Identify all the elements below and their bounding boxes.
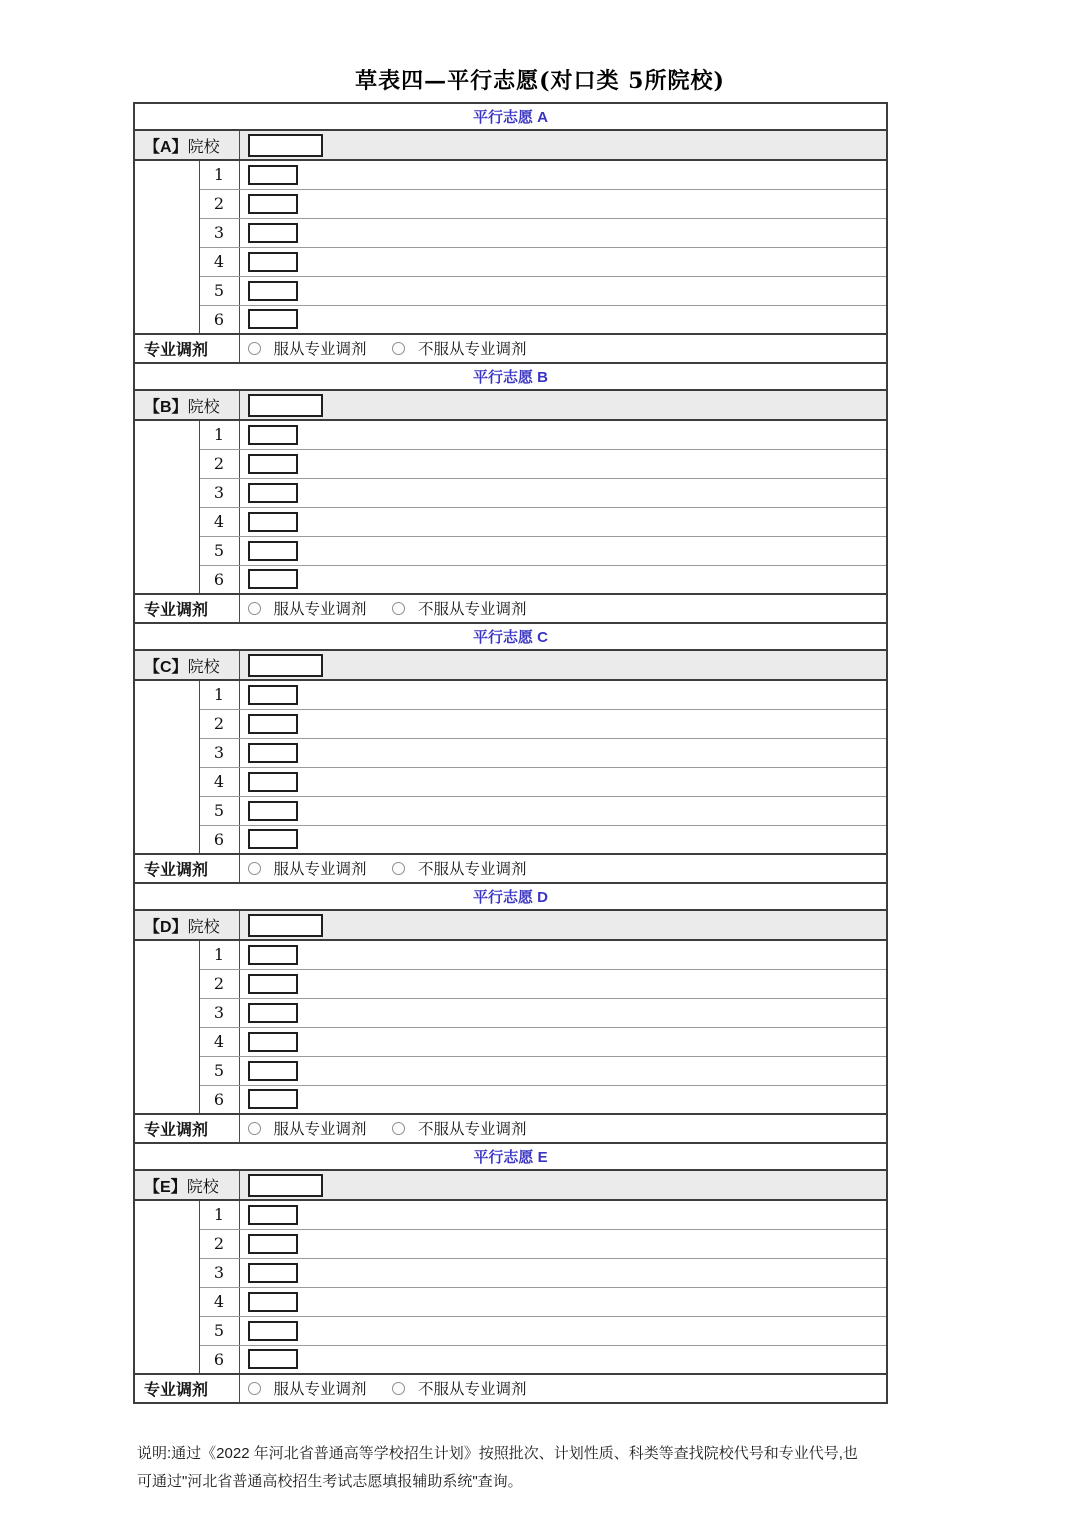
major-code-input-1[interactable] [248,1205,298,1225]
major-row [134,940,887,969]
major-number: 1 [199,940,239,969]
major-number: 1 [199,420,239,449]
major-number: 2 [199,709,239,738]
major-row [134,1316,887,1345]
section-header-row [134,363,887,390]
college-code-input[interactable] [248,914,323,937]
major-code-input-6[interactable] [248,569,298,589]
major-code-input-1[interactable] [248,165,298,185]
major-input-cell [239,507,887,536]
major-number: 2 [199,1229,239,1258]
major-number: 3 [199,218,239,247]
adjustment-row [134,594,887,623]
not-obey-adjustment-label: 不服从专业调剂 [417,861,527,879]
major-row [134,825,887,854]
college-code-input[interactable] [248,394,323,417]
major-code-input-2[interactable] [248,974,298,994]
major-number: 3 [199,1258,239,1287]
college-letter-bracket: 【D】 [144,918,188,936]
major-row [134,1345,887,1374]
major-row [134,160,887,189]
radio-unchecked-icon[interactable] [248,342,261,355]
major-number: 6 [199,1345,239,1374]
major-input-cell [239,1229,887,1258]
college-row [134,1170,887,1200]
major-code-input-5[interactable] [248,1061,298,1081]
obey-adjustment-option[interactable] [248,597,367,619]
major-number: 6 [199,565,239,594]
section-header: 平行志愿 B [134,363,887,390]
preference-section-D [134,883,887,1143]
major-number: 2 [199,449,239,478]
major-code-input-6[interactable] [248,309,298,329]
major-row [134,189,887,218]
not-obey-adjustment-option[interactable] [392,1377,527,1399]
college-label: 院校 [187,138,220,156]
major-row [134,1056,887,1085]
section-header: 平行志愿 E [134,1143,887,1170]
major-code-input-4[interactable] [248,252,298,272]
preference-section-A [134,103,887,363]
major-row [134,767,887,796]
major-code-input-3[interactable] [248,1003,298,1023]
major-input-cell [239,247,887,276]
major-row [134,478,887,507]
adjustment-options-cell [239,1114,887,1143]
majors-spacer-cell [134,160,199,334]
major-input-cell [239,940,887,969]
major-row [134,276,887,305]
college-code-input[interactable] [248,134,323,157]
not-obey-adjustment-label: 不服从专业调剂 [417,1381,527,1399]
section-header-row [134,1143,887,1170]
major-input-cell [239,825,887,854]
not-obey-adjustment-label: 不服从专业调剂 [417,341,527,359]
college-row [134,650,887,680]
major-code-input-4[interactable] [248,1032,298,1052]
major-row [134,1085,887,1114]
radio-unchecked-icon[interactable] [248,1382,261,1395]
major-input-cell [239,1287,887,1316]
college-row [134,130,887,160]
section-header-row [134,883,887,910]
preference-section-C [134,623,887,883]
major-number: 1 [199,160,239,189]
obey-adjustment-label: 服从专业调剂 [273,1381,367,1399]
major-input-cell [239,1056,887,1085]
major-input-cell [239,1085,887,1114]
not-obey-adjustment-option[interactable] [392,1117,527,1139]
major-input-cell [239,969,887,998]
major-number: 3 [199,738,239,767]
major-code-input-3[interactable] [248,483,298,503]
college-label: 院校 [187,918,220,936]
major-input-cell [239,1316,887,1345]
major-code-input-3[interactable] [248,1263,298,1283]
college-letter-bracket: 【C】 [144,658,188,676]
obey-adjustment-option[interactable] [248,1377,367,1399]
major-code-input-2[interactable] [248,1234,298,1254]
major-input-cell [239,1027,887,1056]
obey-adjustment-label: 服从专业调剂 [273,1121,367,1139]
college-label-cell [134,910,239,940]
section-header: 平行志愿 A [134,103,887,130]
preference-section-B [134,363,887,623]
majors-spacer-cell [134,680,199,854]
major-number: 5 [199,1316,239,1345]
major-input-cell [239,189,887,218]
adjustment-label: 专业调剂 [134,1114,239,1143]
major-input-cell [239,767,887,796]
major-row [134,536,887,565]
college-input-cell [239,910,887,940]
not-obey-adjustment-option[interactable] [392,857,527,879]
not-obey-adjustment-label: 不服从专业调剂 [417,1121,527,1139]
major-code-input-3[interactable] [248,223,298,243]
major-number: 4 [199,1027,239,1056]
page-title: 草表四—平行志愿(对口类 5所院校) [355,68,725,94]
radio-unchecked-icon[interactable] [392,1382,405,1395]
major-row [134,1200,887,1229]
major-row [134,1287,887,1316]
major-number: 2 [199,969,239,998]
adjustment-row [134,1114,887,1143]
major-code-input-3[interactable] [248,743,298,763]
major-input-cell [239,565,887,594]
not-obey-adjustment-label: 不服从专业调剂 [417,601,527,619]
major-number: 1 [199,1200,239,1229]
major-input-cell [239,218,887,247]
college-label: 院校 [186,1178,219,1196]
college-label: 院校 [187,658,220,676]
obey-adjustment-label: 服从专业调剂 [273,861,367,879]
major-code-input-5[interactable] [248,801,298,821]
adjustment-label: 专业调剂 [134,854,239,883]
college-input-cell [239,1170,887,1200]
radio-unchecked-icon[interactable] [248,602,261,615]
major-row [134,218,887,247]
college-label-cell [134,1170,239,1200]
major-code-input-1[interactable] [248,425,298,445]
major-code-input-5[interactable] [248,281,298,301]
college-label: 院校 [187,398,220,416]
major-input-cell [239,738,887,767]
major-number: 5 [199,796,239,825]
adjustment-options-cell [239,1374,887,1403]
not-obey-adjustment-option[interactable] [392,337,527,359]
major-input-cell [239,796,887,825]
major-input-cell [239,449,887,478]
section-header-row [134,103,887,130]
adjustment-options-cell [239,594,887,623]
major-code-input-5[interactable] [248,541,298,561]
major-code-input-6[interactable] [248,1089,298,1109]
obey-adjustment-label: 服从专业调剂 [273,341,367,359]
major-number: 1 [199,680,239,709]
major-code-input-4[interactable] [248,1292,298,1312]
major-number: 6 [199,305,239,334]
major-number: 6 [199,825,239,854]
adjustment-options-cell [239,334,887,363]
major-code-input-1[interactable] [248,685,298,705]
major-row [134,796,887,825]
major-number: 3 [199,998,239,1027]
major-input-cell [239,276,887,305]
adjustment-label: 专业调剂 [134,334,239,363]
major-number: 5 [199,276,239,305]
major-number: 4 [199,507,239,536]
college-label-cell [134,650,239,680]
major-row [134,709,887,738]
major-number: 4 [199,767,239,796]
adjustment-row [134,1374,887,1403]
major-row [134,1229,887,1258]
note-line-1: 说明:通过《2022 年河北省普通高等学校招生计划》按照批次、计划性质、科类等查找院校代号和专业代号,也 [137,1445,858,1462]
major-row [134,420,887,449]
college-letter-bracket: 【E】 [144,1178,187,1196]
obey-adjustment-option[interactable] [248,337,367,359]
major-number: 6 [199,1085,239,1114]
section-header-row [134,623,887,650]
major-code-input-1[interactable] [248,945,298,965]
major-row [134,969,887,998]
major-row [134,1258,887,1287]
section-header: 平行志愿 C [134,623,887,650]
radio-unchecked-icon[interactable] [392,862,405,875]
major-row [134,305,887,334]
adjustment-label: 专业调剂 [134,1374,239,1403]
major-number: 4 [199,247,239,276]
obey-adjustment-label: 服从专业调剂 [273,601,367,619]
major-row [134,998,887,1027]
major-input-cell [239,160,887,189]
adjustment-label: 专业调剂 [134,594,239,623]
major-row [134,247,887,276]
major-input-cell [239,478,887,507]
adjustment-row [134,334,887,363]
major-input-cell [239,1345,887,1374]
not-obey-adjustment-option[interactable] [392,597,527,619]
major-input-cell [239,1258,887,1287]
major-input-cell [239,420,887,449]
radio-unchecked-icon[interactable] [248,862,261,875]
college-letter-bracket: 【B】 [144,398,188,416]
radio-unchecked-icon[interactable] [248,1122,261,1135]
major-input-cell [239,1200,887,1229]
major-row [134,565,887,594]
college-input-cell [239,650,887,680]
adjustment-row [134,854,887,883]
major-code-input-5[interactable] [248,1321,298,1341]
college-label-cell [134,130,239,160]
note-line-2: 可通过"河北省普通高校招生考试志愿填报辅助系统"查询。 [137,1473,523,1491]
major-number: 5 [199,1056,239,1085]
college-code-input[interactable] [248,1174,323,1197]
major-input-cell [239,680,887,709]
adjustment-options-cell [239,854,887,883]
major-number: 4 [199,1287,239,1316]
major-input-cell [239,709,887,738]
college-row [134,390,887,420]
major-row [134,449,887,478]
radio-unchecked-icon[interactable] [392,342,405,355]
preference-section-E [134,1143,887,1403]
college-input-cell [239,390,887,420]
major-row [134,738,887,767]
major-code-input-2[interactable] [248,454,298,474]
major-row [134,507,887,536]
major-input-cell [239,305,887,334]
majors-spacer-cell [134,1200,199,1374]
major-code-input-4[interactable] [248,512,298,532]
college-letter-bracket: 【A】 [144,138,188,156]
major-number: 3 [199,478,239,507]
major-code-input-2[interactable] [248,714,298,734]
instruction-note [137,1440,955,1496]
obey-adjustment-option[interactable] [248,857,367,879]
major-row [134,680,887,709]
college-row [134,910,887,940]
major-input-cell [239,536,887,565]
radio-unchecked-icon[interactable] [392,602,405,615]
radio-unchecked-icon[interactable] [392,1122,405,1135]
obey-adjustment-option[interactable] [248,1117,367,1139]
major-input-cell [239,998,887,1027]
major-code-input-6[interactable] [248,829,298,849]
major-number: 5 [199,536,239,565]
major-row [134,1027,887,1056]
major-code-input-2[interactable] [248,194,298,214]
college-label-cell [134,390,239,420]
major-number: 2 [199,189,239,218]
college-input-cell [239,130,887,160]
section-header: 平行志愿 D [134,883,887,910]
parallel-preference-table [133,102,888,1404]
major-code-input-6[interactable] [248,1349,298,1369]
major-code-input-4[interactable] [248,772,298,792]
majors-spacer-cell [134,940,199,1114]
college-code-input[interactable] [248,654,323,677]
majors-spacer-cell [134,420,199,594]
